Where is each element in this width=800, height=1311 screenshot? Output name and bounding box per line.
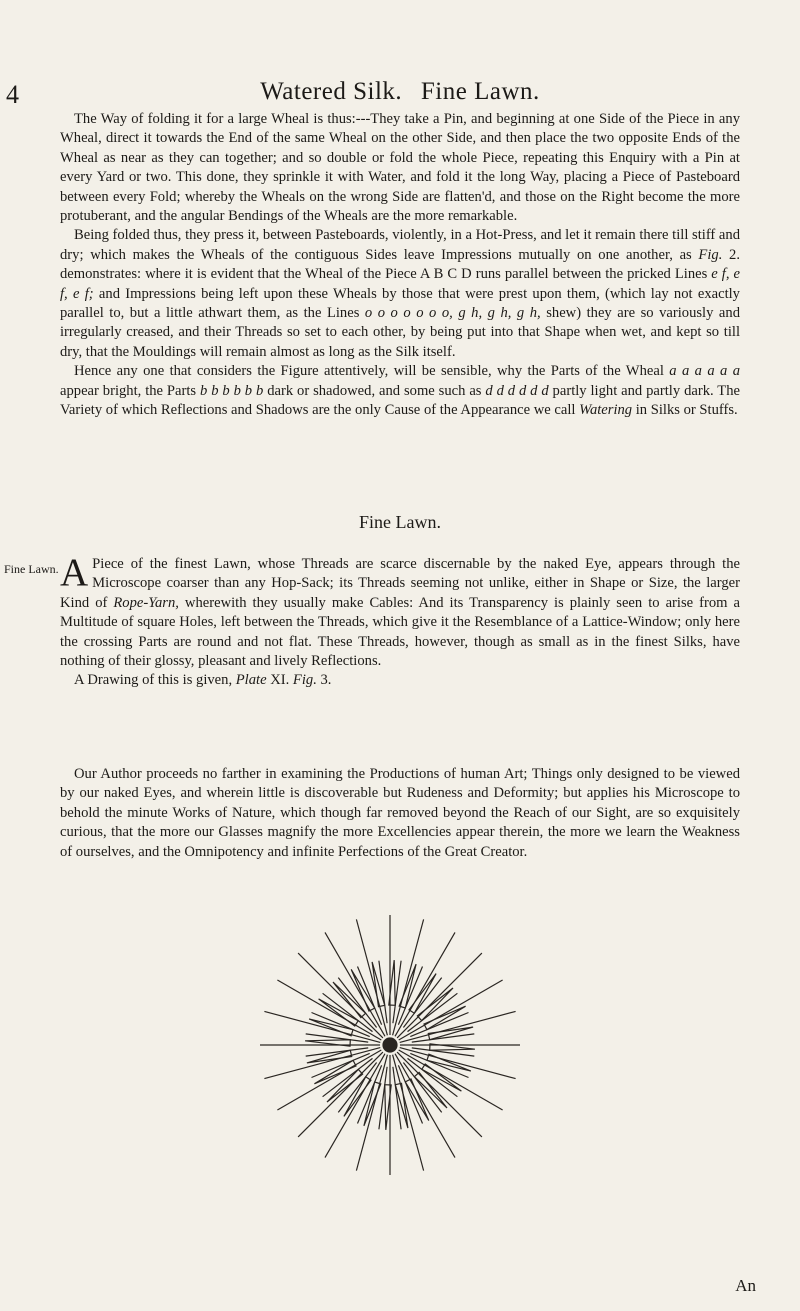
fine-lawn-section	[60, 551, 740, 691]
ornament-ray	[397, 1052, 482, 1137]
ornament-ray	[399, 980, 503, 1040]
ornament-spike	[417, 988, 453, 1021]
ornament-spike	[319, 999, 359, 1026]
section-heading: Fine Lawn.	[359, 512, 441, 532]
paragraph: Hence any one that considers the Figure attentively, will be sensible, why the Parts of the Wheal a a a a a a appear bright, the Parts b b b b b b dark or shadowed, and some such as d d d d d d partly light and partly dark. The Variety of which Reflections and Shadows are the only Cause of the Appearance we call Watering in Silks or Stuffs.	[60, 363, 740, 419]
paragraph: The Way of folding it for a large Wheal is thus:---They take a Pin, and beginning at one Side of the Piece in any Wheal, direct it towards the End of the same Wheal on the other Side, and then place the two opposite Ends of the Wheal as near as they can together; and so double or fold the whole Piece, repeating this Enquiry with a Pin at every Yard or two. This done, they sprinkle it with Water, and fold it the long Way, placing a Piece of Pasteboard between every Fold; whereby the Wheals on the wrong Side are flatten'd, and those on the Right become the more protuberant, and the angular Bendings of the Wheals are the more remarkable.	[60, 111, 740, 225]
ornament-ray	[325, 1054, 385, 1158]
ornament-center	[383, 1038, 397, 1052]
star-ornament-icon	[240, 895, 540, 1195]
running-head-right: Fine Lawn.	[420, 78, 540, 105]
ornament-spike	[422, 1064, 462, 1091]
ornament-ray	[298, 1052, 383, 1137]
ornament-spike	[409, 974, 436, 1014]
ornament-ray	[306, 1048, 369, 1056]
ornament-spike	[414, 1072, 447, 1108]
paragraph: Our Author proceeds no farther in examining the Productions of human Art; Things only designed to be viewed by our naked Eyes, and wherein little is discoverable but Rudeness and Deformity; but applies his Microscope to behold the minute Works of Nature, which though far removed beyond the Reach of our Sight, are so exquisitely curious, that the more our Glasses magnify the more Excellencies appear therein, the more we learn the Weakness of ourselves, and the Omnipotency and infinite Perfections of the Great Creator.	[60, 766, 740, 860]
paragraph: A Drawing of this is given, Plate XI. Fig. 3.	[74, 672, 332, 689]
running-head-left: Watered Silk.	[260, 78, 403, 105]
paragraph: A Piece of the finest Lawn, whose Threads are scarce discernable by the naked Eye, appears through the Microscope coarser than any Hop-Sack; its Threads seeming not unlike, either in Shape or Size, the larger Kind of Rope-Yarn, wherewith they usually make Cables: And its Transparency is plainly seen to arise from a Multitude of square Holes, left between the Threads, which give it the Resemblance of a Lattice-Window; only here the crossing Parts are round and not flat. These Threads, however, though as small as in the finest Silks, have nothing of their glossy, pleasant and lively Reflections.	[60, 551, 740, 670]
ornament-ray	[395, 1054, 455, 1158]
ornament-spike	[333, 982, 366, 1018]
ornament-ray	[412, 1034, 475, 1042]
ornament-ray	[397, 953, 482, 1038]
page-number: 4	[6, 80, 19, 109]
ornament-ray	[277, 1050, 381, 1110]
ornament-spike	[327, 1069, 363, 1102]
margin-note: Fine Lawn.	[4, 562, 59, 576]
ornament-ray	[298, 953, 383, 1038]
ornament-ray	[379, 961, 387, 1024]
watered-silk-section	[60, 110, 740, 421]
ornament-ray	[393, 1067, 401, 1130]
catchword: An	[735, 1276, 756, 1295]
ornament-ray	[395, 932, 455, 1036]
drop-cap: A	[60, 551, 89, 594]
paragraph: Being folded thus, they press it, between Pasteboards, violently, in a Hot-Press, and let it remain there till stiff and dry; which makes the Wheals of the contiguous Sides leave Impressions mutually on one another, as Fig. 2. demonstrates: where it is evident that the Wheal of the Piece A B C D runs parallel between the pricked Lines e f, e f, e f; and Impressions being left upon these Wheals by those that were prest upon them, (which lay not exactly parallel to, but a little athwart them, as the Lines o o o o o o o, g h, g h, g h, shew) they are so variously and irregularly creased, and their Threads so set to each other, by being put into that Shape when wet, and kept so till dry, that the Mouldings will remain almost as long as the Silk itself.	[60, 227, 741, 360]
star-ornament-svg	[240, 895, 540, 1195]
ornament-ray	[399, 1050, 503, 1110]
closing-section	[60, 765, 740, 862]
running-head	[0, 78, 800, 106]
ornament-spike	[344, 1077, 371, 1117]
ornament-ray	[277, 980, 381, 1040]
ornament-ray	[325, 932, 385, 1036]
